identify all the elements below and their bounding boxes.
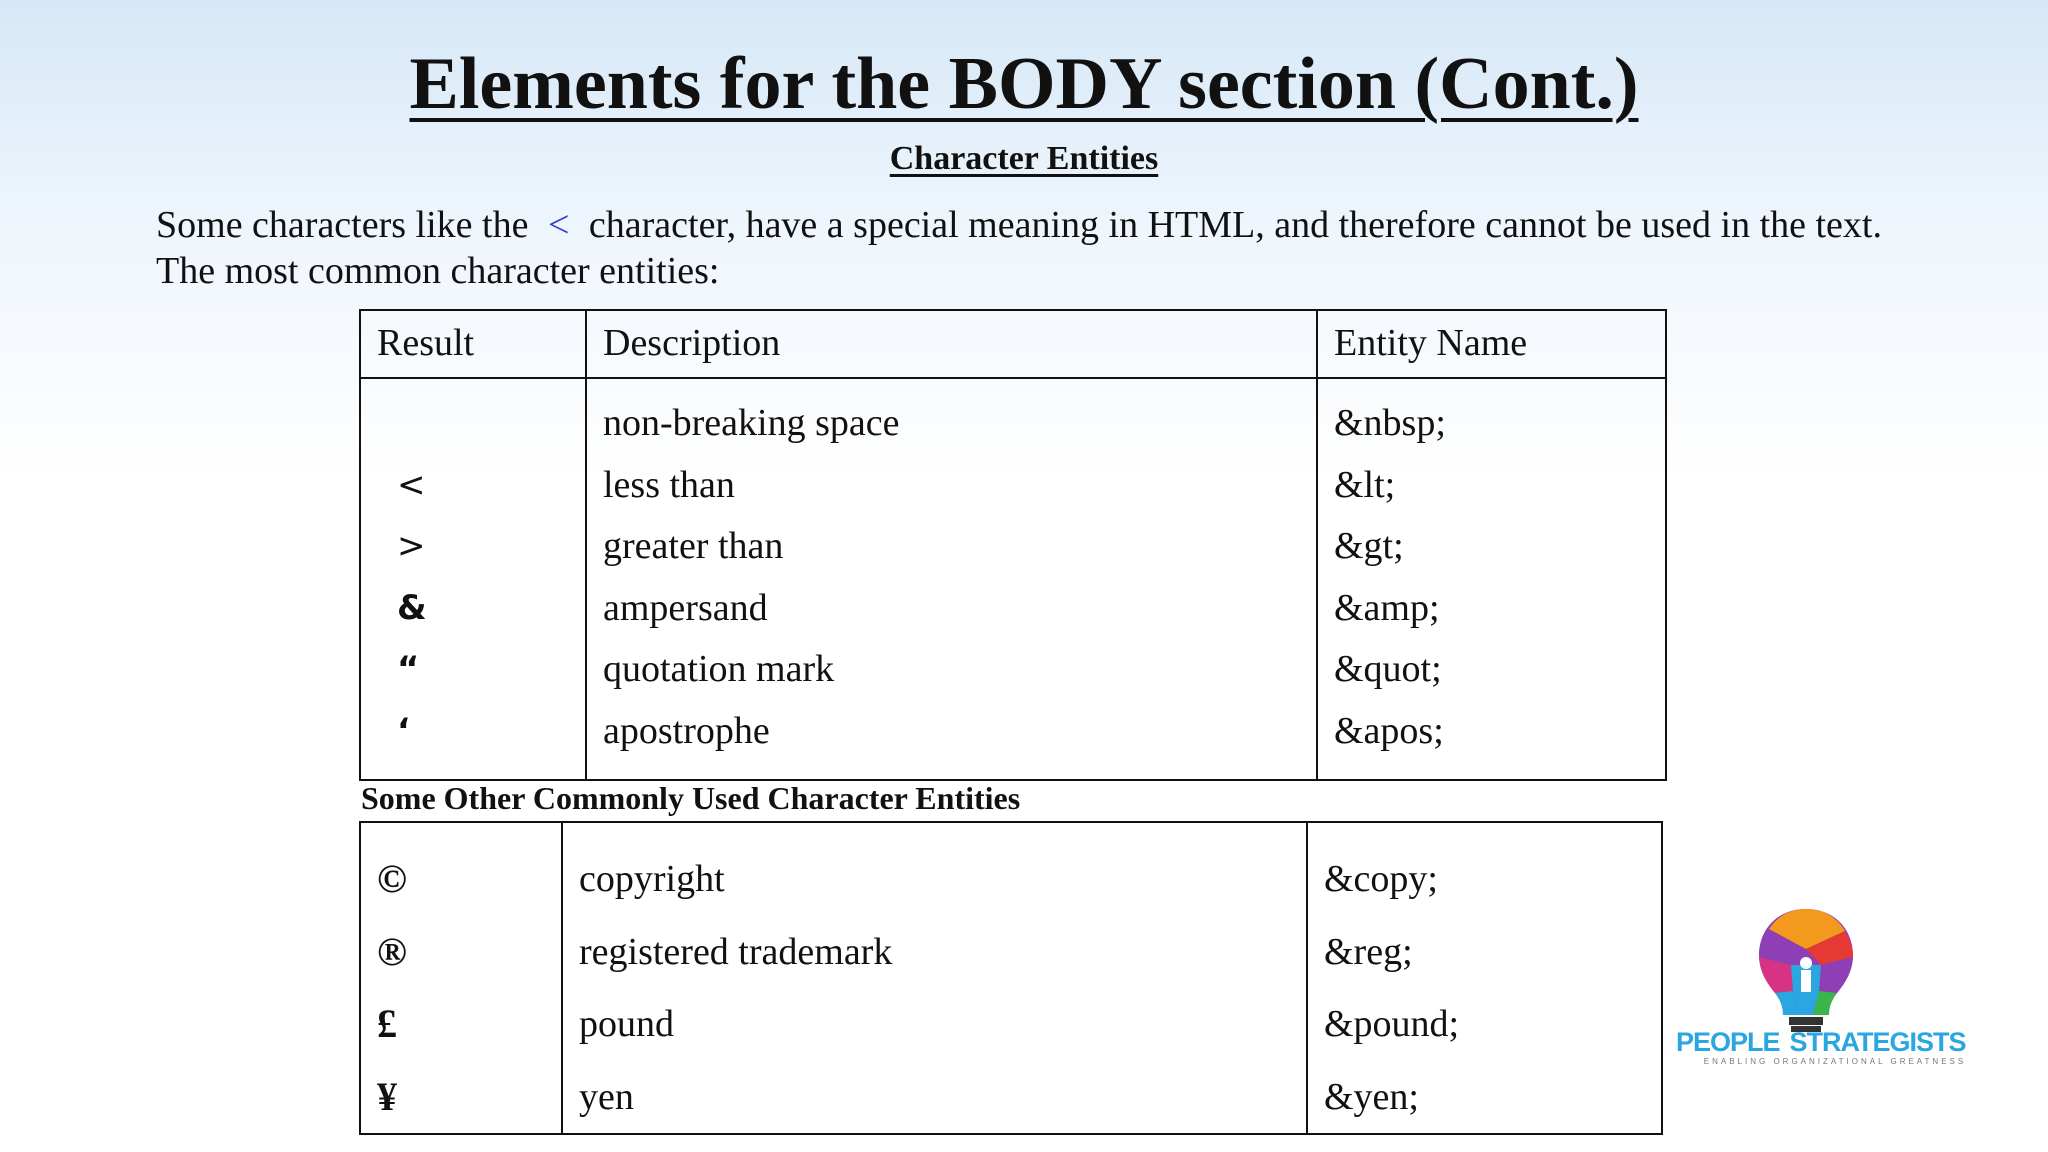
entity-cell: &quot; (1334, 648, 1442, 690)
description-cell: greater than (603, 525, 784, 567)
entity-cell: &apos; (1334, 709, 1444, 752)
result-cell: £ (377, 1001, 397, 1046)
description-cell: registered trademark (579, 930, 893, 973)
table-body-row (360, 378, 1666, 780)
description-cell: quotation mark (603, 648, 835, 690)
result-column (360, 378, 586, 780)
entity-cell: &reg; (1324, 930, 1413, 973)
other-entities-heading: Some Other Commonly Used Character Entities (361, 780, 1021, 816)
header-result: Result (360, 310, 586, 378)
result-cell (377, 393, 569, 455)
description-column (562, 822, 1307, 1134)
result-column (360, 822, 562, 1134)
entity-cell: &lt; (1334, 463, 1396, 506)
header-description: Description (586, 310, 1317, 378)
other-entities-table (359, 821, 1663, 1135)
logo-word-strategists: STRATEGISTS (1789, 1027, 1966, 1057)
header-entity-name: Entity Name (1317, 310, 1666, 378)
slide-subtitle: Character Entities (889, 140, 1159, 177)
entity-cell: &pound; (1324, 1003, 1460, 1045)
result-cell: < (397, 464, 426, 505)
description-column (586, 378, 1317, 780)
entities-table (359, 309, 1667, 781)
logo-tagline: ENABLING ORGANIZATIONAL GREATNESS (1703, 1057, 1967, 1066)
intro-symbol: < (547, 204, 570, 246)
logo-word-people: PEOPLE (1676, 1027, 1780, 1057)
entity-cell: &nbsp; (1334, 402, 1446, 444)
intro-text-before: Some characters like the (156, 204, 529, 246)
entity-cell: &amp; (1334, 586, 1440, 629)
result-cell: > (397, 526, 426, 566)
result-cell: © (377, 856, 407, 901)
result-cell: ® (377, 928, 407, 974)
entity-column (1317, 378, 1666, 780)
company-logo (1676, 905, 1996, 1085)
intro-paragraph (156, 202, 1916, 294)
result-cell: ‘ (397, 710, 410, 751)
result-cell: “ (397, 649, 420, 689)
result-cell: & (397, 587, 427, 628)
description-cell: pound (579, 1003, 674, 1045)
entity-column (1307, 822, 1662, 1134)
description-cell: non-breaking space (603, 402, 900, 444)
table-header-row (360, 310, 1666, 378)
slide-title: Elements for the BODY section (Cont.) (409, 43, 1639, 125)
entity-cell: &gt; (1334, 525, 1404, 567)
description-cell: yen (579, 1075, 634, 1118)
result-cell: ¥ (377, 1073, 397, 1119)
entity-cell: &yen; (1324, 1075, 1419, 1118)
description-cell: less than (603, 463, 735, 506)
entity-cell: &copy; (1324, 858, 1438, 900)
description-cell: ampersand (603, 586, 768, 629)
table-body-row (360, 822, 1662, 1134)
description-cell: copyright (579, 858, 725, 900)
description-cell: apostrophe (603, 709, 770, 752)
logo-wordmark (1676, 1027, 1996, 1058)
intro-text-after: character, have a special meaning in HTML, and therefore cannot be used in the text. The most common character entities: (156, 204, 1882, 292)
